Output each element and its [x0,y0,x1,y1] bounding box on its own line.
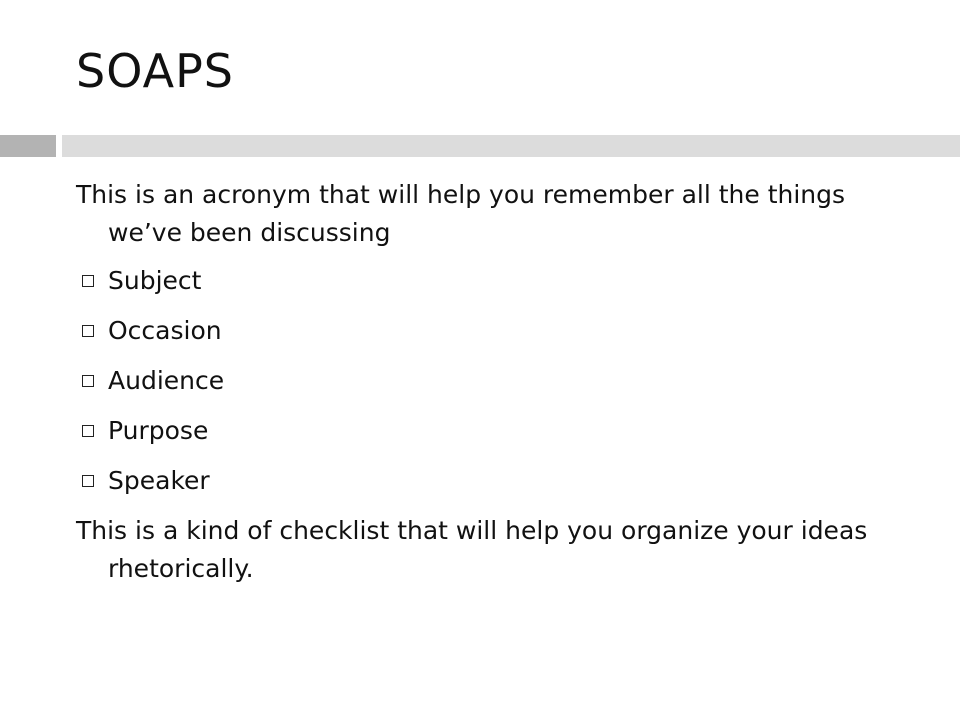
list-item-label: Speaker [108,466,210,495]
title-rule-bar [62,135,960,157]
list-item-label: Audience [108,366,225,395]
list-item [76,262,926,300]
title-rule-accent [0,135,56,157]
checkbox-icon [82,475,94,487]
checkbox-icon [82,275,94,287]
intro-paragraph: This is an acronym that will help you remember all the things we’ve been discussing [76,180,846,247]
list-item-label: Subject [108,266,202,295]
bullet-list [76,262,926,500]
list-item [76,462,926,500]
list-item [76,312,926,350]
closing-paragraph: This is a kind of checklist that will help you organize your ideas rhetorically. [76,516,868,583]
checkbox-icon [82,325,94,337]
slide-body [76,176,926,588]
slide-title: SOAPS [76,44,235,98]
checkbox-icon [82,425,94,437]
list-item [76,412,926,450]
list-item-label: Purpose [108,416,209,445]
list-item-label: Occasion [108,316,222,345]
list-item [76,362,926,400]
checkbox-icon [82,375,94,387]
